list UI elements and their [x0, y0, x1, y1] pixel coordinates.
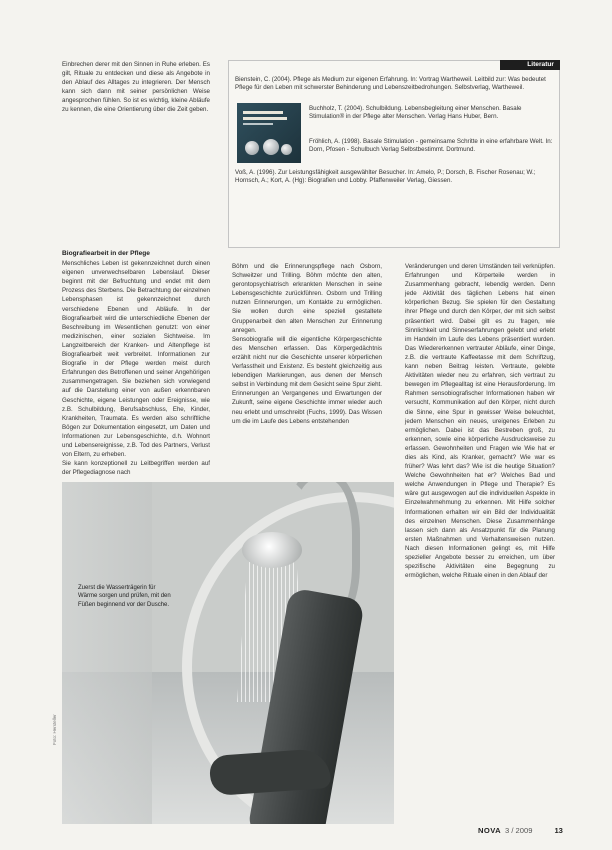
photo-caption: Zuerst die Wasserträgerin für Wärme sorgen und prüfen, mit den Füßen beginnend vor der Dusche.	[78, 585, 171, 608]
literature-entry: Voß, A. (1996). Zur Leistungsfähigkeit ausgewählter Besucher. In: Amelo, P.; Dorsch, B. Fischer Rosenau; W.; Hornsch, A.; Kort, A. (Hg): Biografien und Lobby. Pfaffenweiler Verlag, Giessen.	[235, 169, 536, 185]
book-title-bar	[243, 111, 283, 114]
section-heading: Biografiearbeit in der Pflege	[62, 250, 150, 257]
book-cover-ball	[263, 139, 279, 155]
literature-entry: Fröhlich, A. (1998). Basale Stimulation - gemeinsame Schritte in eine erfahrbare Welt. In: Dorn, Pfosen - Schulbuch Verlag Selbstbestimmt. Dortmund.	[309, 138, 553, 154]
book-cover-ball	[245, 141, 259, 155]
book-cover-ball	[281, 144, 292, 155]
photo-shower-head	[242, 532, 302, 568]
article-text-left-top	[62, 60, 210, 115]
book-title-bar	[243, 117, 287, 120]
shower-photo	[62, 482, 394, 824]
photo-rail	[62, 482, 152, 824]
page-footer	[478, 826, 563, 835]
article-text-right	[405, 262, 555, 580]
article-text-middle	[232, 262, 382, 426]
paragraph: Einbrechen derer mit den Sinnen in Ruhe erleben. Es gilt, Rituale zu entdecken und diese als Angebote in den Ablauf des Alltages zu integrieren. Der Mensch kann sich dann mit seiner persönlichen Weise angesprochen fühlen. So ist es wichtig, kleine Abläufe zu kennen, die eine Orientierung über die Zeit geben.	[62, 61, 210, 114]
paragraph: Böhm und die Erinnerungspflege nach Osborn, Schweitzer und Trilling. Böhm möchte den alten, gerontopsychiatrisch erkrankten Menschen in seine Lebensgeschichte zurückführen. Osborn und Trilling nutzen Erinnerungen, um Kontakte zu ermöglichen. Sie wollen durch eine speziell gestaltete Gruppenarbeit den alten Menschen zur Erinnerung anregen.	[232, 263, 382, 334]
book-cover-image	[237, 103, 301, 163]
issue-number: 3 / 2009	[504, 826, 533, 835]
paragraph: Veränderungen und deren Umständen teil verknüpfen. Erfahrungen und Körperteile werden in Zusammenhang gebracht, lebendig werden. Denn jede Aktivität des täglichen Lebens hat einen körperlichen Bezug. Sie spielen für den Gestaltung ihrer Pflege und durch den Körper, der mit sich selbst präsentiert wird. Dabei gilt es zu fragen, wie Sinnlichkeit und Sinneserfahrungen gelebt und erlebt im Handeln im Laufe des Lebens präsentiert wurden. Das Wiedererkennen vertrauter Abläufe, einer Dinge, z.B. die vertraute Kaffeetasse mit dem Schriftzug, kann neben Beitrag leisten. Vertraute, gelebte Aktivitäten wieder neu zu erfahren, sich vertraut zu bewegen im Pflegealltag ist eine Herausforderung. Im Rahmen sensobiografischer Informationen haben wir versucht, Kommunikation auf den Körper, nicht durch die Sinne, eine Spur in gewisser Weise beleuchtet, jedem Menschen ein neues, ureigenes Erleben zu ermöglichen. Dabei ist das Bestreben groß, zu erkennen, sowie eine körperliche Ausdrucksweise zu erfassen. Gewohnheiten und Fragen wie Wie hat er dies als Kind, als Kranker, gemacht? Wie war es früher? Was lehrt das? Wie ist die heutige Situation? Welche Gewohnheiten hat er? Welches Bad und welche Anwendungen in Pflege und Therapie? Es wäre gut ausgewogen auf die individuellen Aspekte in Einzelwahrnehmung zu erkennen. Mit Hilfe solcher Informationen erhalten wir ein Bild der Individualität des einzelnen Menschen. Diese Zusammenhänge lassen sich dann als Ansatzpunkt für die Planung ersten Maßnahmen und Verhaltensweisen nutzen. Nach diesen Informationen gelingt es, mit Hilfe spezieller Angebote besser zu erreichen, um über spezifische Aktivitäten eine Begegnung zu ermöglichen, welche Rituale einen in den Ablauf der	[405, 263, 555, 580]
literature-box	[228, 60, 560, 248]
literature-entry: Bienstein, C. (2004). Pflege als Medium zur eigenen Erfahrung. In: Vortrag Wartheweil. Leitbild zur: Was bedeutet Pflege für den Leben mit schwerster Behinderung und Lebenszeitbedrohungen. Selbstverlag, Wartheweil.	[235, 76, 546, 92]
article-text-left	[62, 249, 210, 477]
paragraph: Sensobiografie will die eigentliche Körpergeschichte des Menschen erfassen. Das Körpergedächtnis erzählt nicht nur die Geschichte unserer körperlichen Verfasstheit und Existenz. Es besteht gleichzeitig aus lebendigen Markierungen, aus denen der Mensch selbst in Verbindung mit dem Gesicht seine Spur zieht. Erinnerungen an Vergangenes und Erwartungen der Zukunft, seine eigene Geschichte immer wieder auch neu erlebt und umschreibt (Fuchs, 1999). Das Wissen um die im Laufe des Lebens entstehenden	[232, 335, 382, 425]
book-subtitle-bar	[243, 123, 273, 125]
photo-foot	[209, 748, 331, 796]
literature-entry: Buchholz, T. (2004). Schulbildung. Lebensbegleitung einer Menschen. Basale Stimulation® in der Pflege alter Menschen. Verlag Hans Huber, Bern.	[309, 105, 522, 121]
page-number: 13	[554, 826, 563, 835]
magazine-name: NOVA	[478, 826, 501, 835]
photo-credit: Foto: Hersteller	[52, 714, 57, 745]
literature-header: Literatur	[500, 60, 560, 70]
paragraph: Menschliches Leben ist gekennzeichnet durch einen eigenen unverwechselbaren Lebenslauf. Dieser beginnt mit der Befruchtung und endet mit dem Prozess des Sterbens. Die Betrachtung der einzelnen Lebensphasen ist gekennzeichnet durch verschiedene Ebenen und Abläufe. In der Biografiearbeit wird die unterschiedliche Ebenen der Beschreibung im Wesentlichen genutzt: von einer medizinischen, einer sozialen Sichtweise. Im Langzeitbereich der Kranken- und Altenpflege ist Biografiearbeit weit verbreitet. Informationen zur Biografie in der Pflege werden meist durch Erfahrungen des Betroffenen und seiner Angehörigen zusammengetragen. Sie beziehen sich vorwiegend auf die Darstellung einer von außen erkennbaren Geschichte, eigene Leistungen oder Ereignisse, wie z.B. Schulbildung, Berufsabschluss, Ehe, Kinder, Krankheiten, Traumata. Es werden also schriftliche Bögen zur Dokumentation eingesetzt, um Daten und Informationen zur Lebensgeschichte, d.h. Wohnort und Lebensereignisse, z.B. Tod des Partners, Verlust von Eltern, zu erheben.	[62, 260, 210, 459]
paragraph: Sie kann konzeptionell zu Leitbegriffen werden auf der Pflegediagnose nach	[62, 460, 210, 477]
